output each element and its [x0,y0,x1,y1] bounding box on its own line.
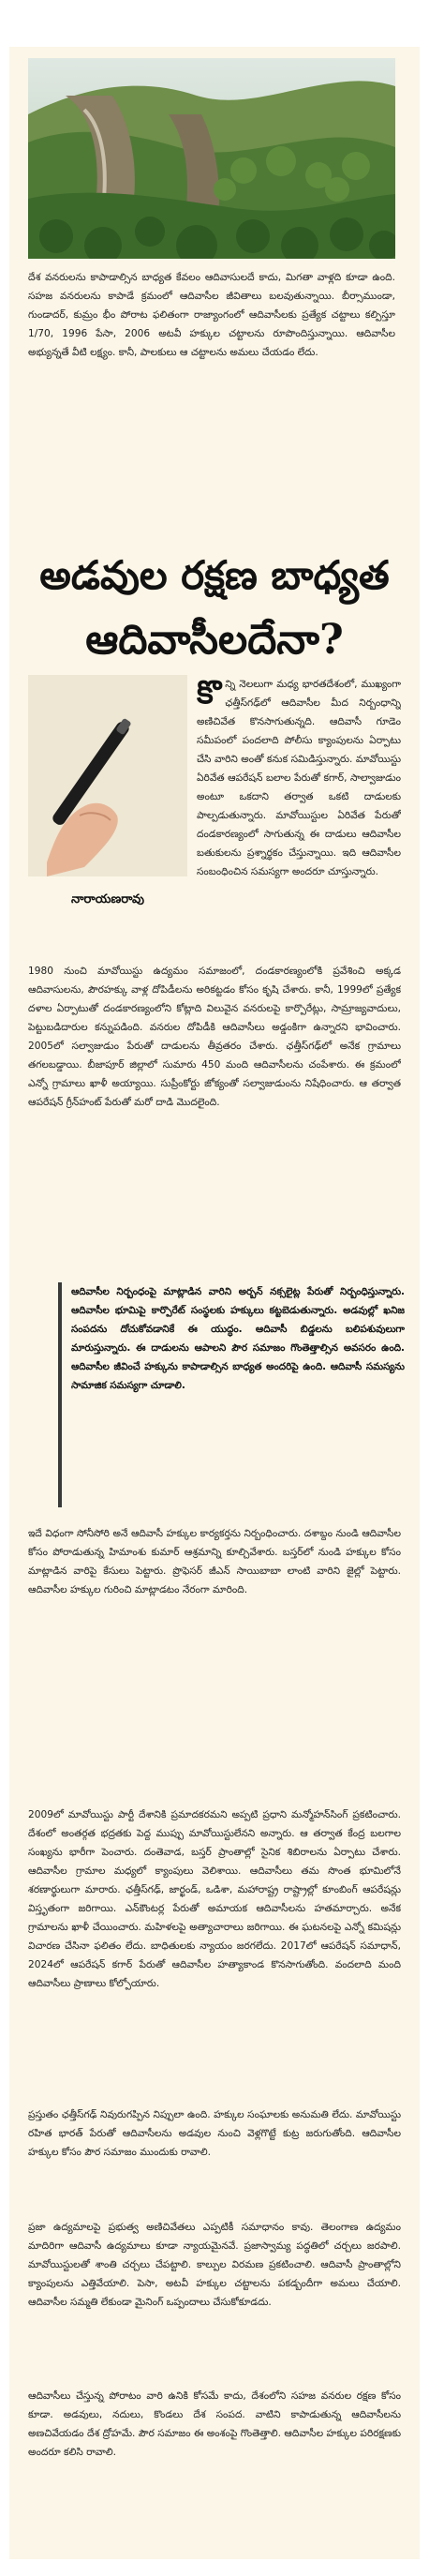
forest-cliff-photo [28,58,395,259]
author-photo [28,675,187,876]
dropcap: కొ [197,675,222,711]
body-paragraph-history: 1980 నుంచి మావోయిస్టు ఉద్యమం సమాజంలో, దండకారణ్యంలోకి ప్రవేశించి అక్కడ ఆదివాసులను, పౌరహక్కు వాళ్ల దోపిడీలను అరికట్టడం కోసం కృషి చేశారు. కానీ, 1999లో ప్రత్యేక దళాల ఏర్పాటుతో దండకారణ్యంలోని కోట్లాది విలువైన వనరులపై కార్పొరేట్లు, సామ్రాజ్యవాదులు, పెట్టుబడిదారుల కన్నుపడింది. వనరుల దోపిడీకి ఆదివాసీలు అడ్డంకిగా ఉన్నారని భావించారు. 2005లో సల్వాజుడుం పేరుతో దాడులను తీవ్రతరం చేశారు. ఛత్తీస్‌గఢ్‌లో అనేక గ్రామాలు తగలబడ్డాయి. బీజాపూర్ జిల్లాలో సుమారు 450 మంది ఆదివాసీలను చంపేశారు. ఈ క్రమంలో ఎన్నో గ్రామాలు ఖాళీ అయ్యాయి. సుప్రీంకోర్టు జోక్యంతో సల్వాజుడుంను నిషేధించారు. ఆ తర్వాత ఆపరేషన్ గ్రీన్‌హంట్ పేరుతో మరో దాడి మొదలైంది. [28,966,401,1108]
pull-quote-box [58,1282,405,1507]
body-paragraph-activists: ఇదే విధంగా సోనీసోరి అనే ఆదివాసీ హక్కుల కార్యకర్తను నిర్బంధించారు. దశాబ్దం నుండి ఆదివాసీల కోసం పోరాడుతున్న హిమాంశు కుమార్ ఆశ్రమాన్ని కూల్చివేశారు. బస్తర్‌లో నుండి హక్కుల కోసం మాట్లాడిన వారిపై కేసులు పెట్టారు. ప్రొఫెసర్ జీఎన్ సాయిబాబా లాంటి వారిని జైల్లో పెట్టారు. ఆదివాసీల హక్కుల గురించి మాట్లాడటం నేరంగా మారింది. [28,1528,401,1595]
body-paragraph-current-state: ప్రస్తుతం ఛత్తీస్‌గఢ్ నివురుగప్పిన నిప్పులా ఉంది. హక్కుల సంఘాలకు అనుమతి లేదు. మావోయిస్టు రహిత భారత్ పేరుతో ఆదివాసీలను అడవుల నుంచి వెళ్లగొట్టే కుట్ర జరుగుతోంది. ఆదివాసీల హక్కుల కోసం పౌర సమాజం ముందుకు రావాలి. [28,2109,401,2158]
headline-line-1: అడవుల రక్షణ బాధ్యత [39,552,390,598]
headline-line-2: ఆదివాసీలదేనా? [85,616,344,664]
hand-pen-illustration [28,675,187,876]
opening-column-text: న్ని నెలలుగా మధ్య భారతదేశంలో, ముఖ్యంగా ఛత్తీస్‌గఢ్‌లో ఆదివాసీల మీద నిర్బంధాన్ని అణిచివేత కొనసాగుతున్నది. ఆదివాసీ గూడెం సమీపంలో పందలాది పోలీసు క్యాంపులను ఏర్పాటు చేసి వారిని అంతో కనుక సమిడిస్తున్నారు. మావోయిస్టు ఏరివేత ఆపరేషన్ బలాల పేరుతో కగార్, సాల్వాజుడుం అంటూ ఒకదాని తర్వాత ఒకటి దాడులకు పాల్పడుతున్నారు. మావోయిస్టుల ఏరివేత పేరుతో దండకారణ్యంలో సాగుతున్న ఈ దాడులు ఆదివాసీల బతుకులను ప్రశ్నార్థకం చేస్తున్నాయి. ఇది ఆదివాసీల సంబంధించిన సమస్యగా అందరూ చూస్తున్నారు. [197,679,401,877]
body-paragraph-demands: ప్రజా ఉద్యమాలపై ప్రభుత్వ అణిచివేతలు ఎప్పటికీ సమాధానం కావు. తెలంగాణ ఉద్యమం మాదిరిగా ఆదివాసీ ఉద్యమాలు కూడా న్యాయమైనవే. ప్రజాస్వామ్య పద్ధతిలో చర్చలు జరపాలి. మావోయిస్టులతో శాంతి చర్చలు చేపట్టాలి. కాల్పుల విరమణ ప్రకటించాలి. ఆదివాసీ ప్రాంతాల్లోని క్యాంపులను ఎత్తివేయాలి. పెసా, అటవీ హక్కుల చట్టాలను పకడ్బందీగా అమలు చేయాలి. ఆదివాసీల సమ్మతి లేకుండా మైనింగ్ ఒప్పందాలు చేసుకోకూడదు. [28,2222,401,2308]
opening-column [197,675,401,956]
forest-cliff-image [28,58,395,259]
pull-quote-text: ఆదివాసీల నిర్బంధంపై మాట్లాడిన వారిని అర్బన్ నక్సలైట్ల పేరుతో నిర్బంధిస్తున్నారు. ఆదివాసీల భూమిపై కార్పొరేట్ సంస్థలకు హక్కులు కట్టబెడుతున్నారు. అడవుల్లో ఖనిజ సంపదను దోచుకోవడానికే ఈ యుద్ధం. ఆదివాసీ బిడ్డలను బలిపశువులుగా మారుస్తున్నారు. ఈ దాడులను ఆపాలని పౌర సమాజం గొంతెత్తాల్సిన అవసరం ఉంది. ఆదివాసీల జీవించే హక్కును కాపాడాల్సిన బాధ్యత అందరిపై ఉంది. ఆదివాసీ సమస్యను సామాజిక సమస్యగా చూడాలి. [71,1286,405,1391]
intro-paragraph: దేశ వనరులను కాపాడాల్సిన బాధ్యత కేవలం ఆదివాసులదే కాదు, మిగతా వాళ్లది కూడా ఉంది. సహజ వనరులను కాపాడే క్రమంలో ఆదివాసీల జీవితాలు బలవుతున్నాయి. బీర్సాముండా, గుండాదర్, కుమ్రం భీం పోరాట ఫలితంగా రాజ్యాంగంలో ఆదివాసీలకు ప్రత్యేక చట్టాలు కల్పిస్తూ 1/70, 1996 పేసా, 2006 అటవీ హక్కుల చట్టాలను రూపొందిస్తున్నాయి. ఆదివాసీల అభ్యున్నతే వీటి లక్ష్యం. కానీ, పాలకులు ఆ చట్టాలను అమలు చేయడం లేదు. [28,272,395,358]
body-paragraph-conclusion: ఆదివాసీలు చేస్తున్న పోరాటం వారి ఉనికి కోసమే కాదు, దేశంలోని సహజ వనరుల రక్షణ కోసం కూడా. అడవులు, నదులు, కొండలు దేశ సంపద. వాటిని కాపాడుతున్న ఆదివాసీలను అణచివేయడం దేశ ద్రోహమే. పౌర సమాజం ఈ అంశంపై గొంతెత్తాలి. ఆదివాసీల హక్కుల పరిరక్షణకు అందరూ కలిసి రావాలి. [28,2390,401,2458]
body-paragraph-2009: 2009లో మావోయిస్టు పార్టీ దేశానికి ప్రమాదకరమని అప్పటి ప్రధాని మన్మోహన్‌సింగ్ ప్రకటించారు. దేశంలో అంతర్గత భద్రతకు పెద్ద ముప్పు మావోయిస్టులేనని అన్నారు. ఆ తర్వాత కేంద్ర బలగాల సంఖ్యను భారీగా పెంచారు. దంతెవాడ, బస్తర్ ప్రాంతాల్లో సైనిక శిబిరాలను ఏర్పాటు చేశారు. ఆదివాసీల గ్రామాల మధ్యలో క్యాంపులు వెలిశాయి. ఆదివాసీలు తమ సొంత భూమిలోనే శరణార్థులుగా మారారు. ఛత్తీస్‌గఢ్, జార్ఖండ్, ఒడిశా, మహారాష్ట్ర రాష్ట్రాల్లో కూంబింగ్ ఆపరేషన్లు విస్తృతంగా జరిగాయి. ఎన్‌కౌంటర్ల పేరుతో అమాయక ఆదివాసీలను హతమార్చారు. అనేక గ్రామాలను ఖాళీ చేయించారు. మహిళలపై అత్యాచారాలు జరిగాయి. ఈ ఘటనలపై ఎన్నో కమిషన్లు విచారణ చేసినా ఫలితం లేదు. బాధితులకు న్యాయం జరగలేదు. 2017లో ఆపరేషన్ సమాధాన్, 2024లో ఆపరేషన్ కగార్ పేరుతో ఆదివాసీల హత్యాకాండ కొనసాగుతోంది. వందలాది మంది ఆదివాసీలు ప్రాణాలు కోల్పోయారు. [28,1809,401,1989]
author-name: నారాయణరావు [71,892,144,906]
